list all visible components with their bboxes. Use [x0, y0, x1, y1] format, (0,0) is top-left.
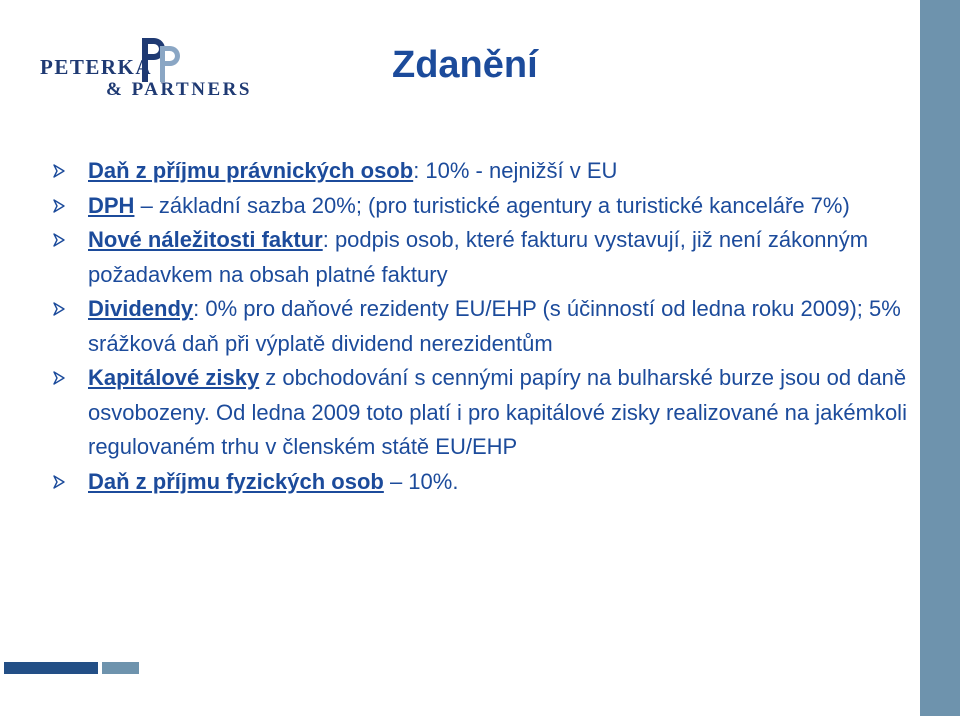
- bullet-item: [52, 292, 912, 361]
- arrowhead-bullet-icon: [52, 233, 66, 247]
- arrowhead-bullet-icon: [52, 371, 66, 385]
- bullet-item: [52, 154, 912, 189]
- bullet-item: [52, 465, 912, 500]
- footer-mark-dark: [4, 662, 98, 674]
- bullet-item: [52, 361, 912, 465]
- footer-decorative-marks: [4, 662, 144, 674]
- bullet-text: – základní sazba 20%; (pro turistické agentury a turistické kanceláře 7%): [134, 192, 850, 218]
- logo-text-partners: & PARTNERS: [106, 79, 252, 100]
- bullet-term: Dividendy: [88, 296, 194, 321]
- arrowhead-bullet-icon: [52, 199, 66, 213]
- bullet-item: [52, 223, 912, 292]
- bullet-term: Daň z příjmu právnických osob: [88, 158, 414, 183]
- bullet-item: [52, 189, 912, 224]
- bullet-term: Nové náležitosti faktur: [88, 227, 323, 252]
- bullet-text: – 10%.: [383, 468, 459, 494]
- bullet-term: Daň z příjmu fyzických osob: [88, 468, 384, 494]
- bullet-text: : 0% pro daňové rezidenty EU/EHP (s účinností od ledna roku 2009); 5% srážková daň při výplatě dividend nerezidentům: [88, 296, 901, 356]
- bullet-text: : 10% - nejnižší v EU: [413, 158, 618, 183]
- bullet-list: [52, 154, 912, 499]
- slide-title: Zdanění: [392, 44, 538, 86]
- arrowhead-bullet-icon: [52, 164, 66, 178]
- right-decorative-bar: [920, 0, 960, 716]
- bullet-term: DPH: [88, 192, 135, 218]
- bullet-text: z obchodování s cennými papíry na bulharské burze jsou od daně osvobozeny. Od ledna 2009 toto platí i pro kapitálové zisky realizované na jakémkoli regulovaném trhu v členském státě EU/EHP: [88, 365, 907, 459]
- logo-text-peterka: PETERKA: [40, 55, 153, 79]
- bullet-text: : podpis osob, které fakturu vystavují, již není zákonným požadavkem na obsah platné faktury: [88, 227, 869, 287]
- peterka-partners-logo: [40, 36, 270, 100]
- arrowhead-bullet-icon: [52, 475, 66, 489]
- footer-mark-light: [102, 662, 139, 674]
- bullet-term: Kapitálové zisky: [88, 365, 260, 390]
- arrowhead-bullet-icon: [52, 302, 66, 316]
